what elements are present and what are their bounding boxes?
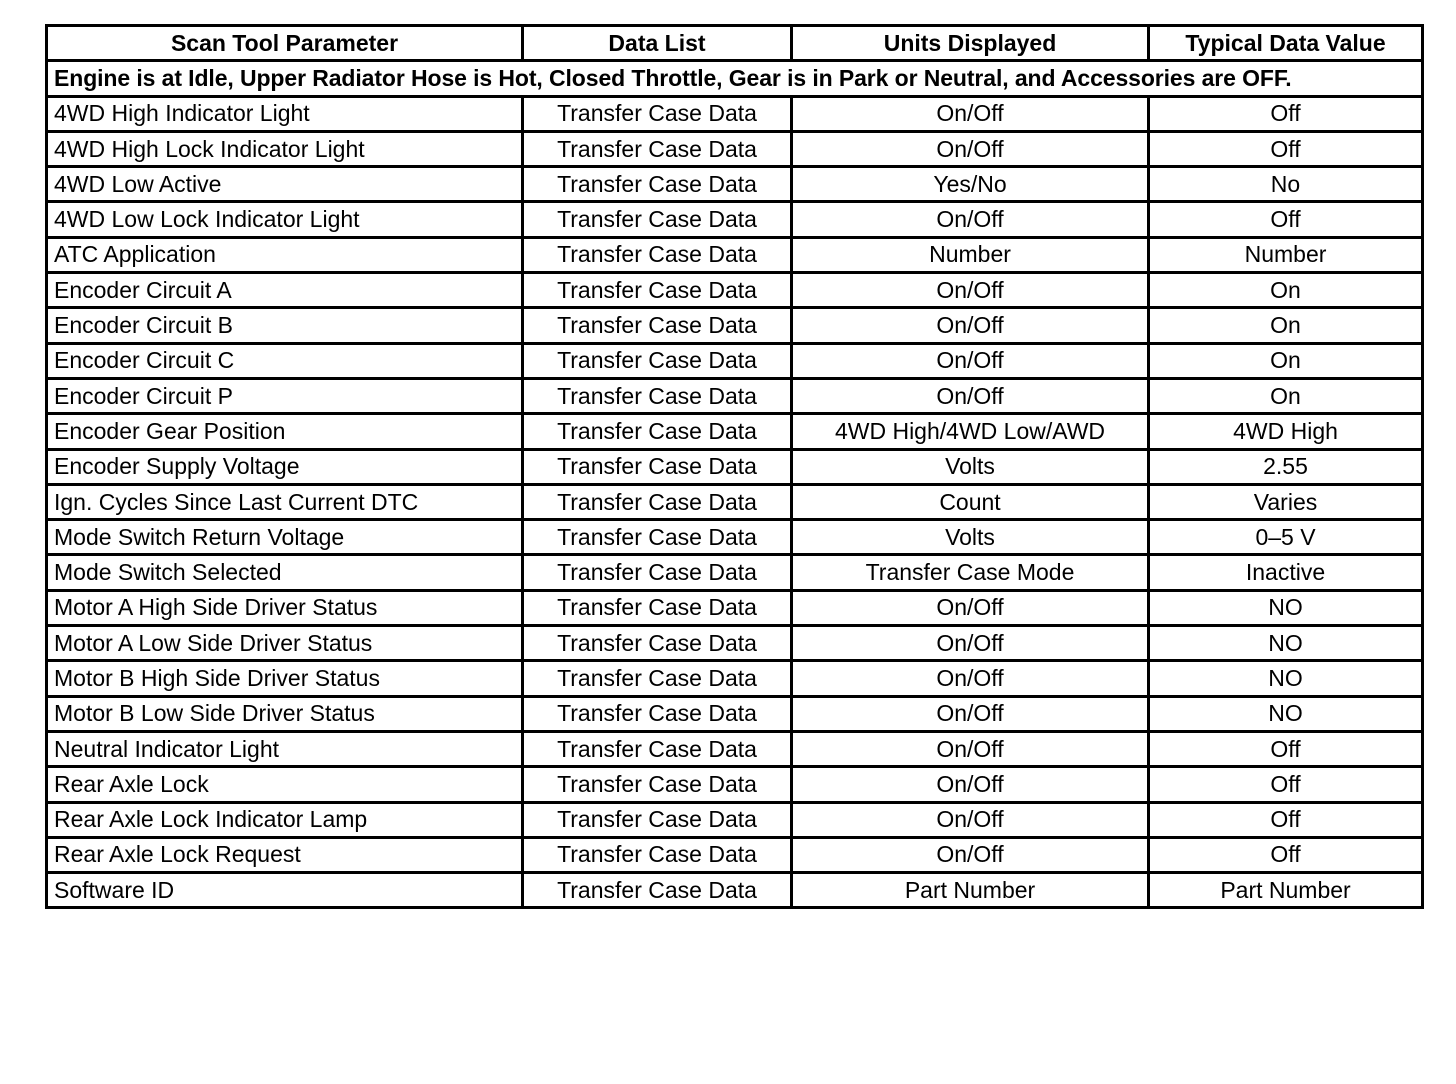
cell-data-list: Transfer Case Data <box>523 343 792 378</box>
cell-typical-value: Varies <box>1149 484 1423 519</box>
cell-data-list: Transfer Case Data <box>523 555 792 590</box>
cell-typical-value: Off <box>1149 202 1423 237</box>
scan-tool-data-table <box>45 24 1424 909</box>
table-row <box>47 414 1423 449</box>
cell-typical-value: 2.55 <box>1149 449 1423 484</box>
cell-units-displayed: On/Off <box>792 590 1149 625</box>
table-row <box>47 308 1423 343</box>
table-body <box>47 61 1423 908</box>
cell-data-list: Transfer Case Data <box>523 273 792 308</box>
cell-parameter: Rear Axle Lock Request <box>47 837 523 872</box>
table-row <box>47 343 1423 378</box>
table-row <box>47 202 1423 237</box>
cell-units-displayed: On/Off <box>792 131 1149 166</box>
cell-data-list: Transfer Case Data <box>523 767 792 802</box>
cell-parameter: 4WD Low Lock Indicator Light <box>47 202 523 237</box>
cell-data-list: Transfer Case Data <box>523 167 792 202</box>
cell-parameter: Encoder Supply Voltage <box>47 449 523 484</box>
cell-units-displayed: 4WD High/4WD Low/AWD <box>792 414 1149 449</box>
cell-units-displayed: Number <box>792 237 1149 272</box>
cell-parameter: ATC Application <box>47 237 523 272</box>
cell-parameter: Motor A High Side Driver Status <box>47 590 523 625</box>
table-row <box>47 237 1423 272</box>
cell-typical-value: Off <box>1149 731 1423 766</box>
cell-typical-value: NO <box>1149 626 1423 661</box>
header-typical-data-value: Typical Data Value <box>1149 26 1423 61</box>
cell-units-displayed: Part Number <box>792 873 1149 908</box>
cell-parameter: Neutral Indicator Light <box>47 731 523 766</box>
condition-row <box>47 61 1423 96</box>
cell-parameter: Rear Axle Lock <box>47 767 523 802</box>
cell-parameter: Mode Switch Selected <box>47 555 523 590</box>
cell-parameter: Encoder Circuit A <box>47 273 523 308</box>
cell-data-list: Transfer Case Data <box>523 96 792 131</box>
cell-units-displayed: On/Off <box>792 202 1149 237</box>
header-data-list: Data List <box>523 26 792 61</box>
cell-typical-value: Off <box>1149 837 1423 872</box>
cell-data-list: Transfer Case Data <box>523 520 792 555</box>
cell-typical-value: Inactive <box>1149 555 1423 590</box>
cell-parameter: Motor B Low Side Driver Status <box>47 696 523 731</box>
table-row <box>47 484 1423 519</box>
cell-typical-value: Off <box>1149 131 1423 166</box>
table-row <box>47 96 1423 131</box>
cell-data-list: Transfer Case Data <box>523 237 792 272</box>
cell-parameter: Encoder Circuit B <box>47 308 523 343</box>
cell-typical-value: Off <box>1149 96 1423 131</box>
cell-units-displayed: On/Off <box>792 696 1149 731</box>
cell-units-displayed: On/Off <box>792 308 1149 343</box>
table-row <box>47 167 1423 202</box>
header-units-displayed: Units Displayed <box>792 26 1149 61</box>
table-row <box>47 661 1423 696</box>
cell-data-list: Transfer Case Data <box>523 378 792 413</box>
table-row <box>47 590 1423 625</box>
cell-parameter: 4WD Low Active <box>47 167 523 202</box>
cell-parameter: Motor A Low Side Driver Status <box>47 626 523 661</box>
cell-typical-value: Part Number <box>1149 873 1423 908</box>
cell-parameter: Encoder Circuit P <box>47 378 523 413</box>
cell-data-list: Transfer Case Data <box>523 202 792 237</box>
cell-data-list: Transfer Case Data <box>523 661 792 696</box>
cell-units-displayed: On/Off <box>792 96 1149 131</box>
cell-typical-value: On <box>1149 308 1423 343</box>
cell-units-displayed: On/Off <box>792 802 1149 837</box>
cell-units-displayed: Count <box>792 484 1149 519</box>
cell-typical-value: On <box>1149 343 1423 378</box>
cell-typical-value: Off <box>1149 802 1423 837</box>
cell-data-list: Transfer Case Data <box>523 696 792 731</box>
table-row <box>47 131 1423 166</box>
cell-units-displayed: Transfer Case Mode <box>792 555 1149 590</box>
cell-typical-value: Off <box>1149 767 1423 802</box>
cell-typical-value: 0–5 V <box>1149 520 1423 555</box>
cell-data-list: Transfer Case Data <box>523 414 792 449</box>
cell-data-list: Transfer Case Data <box>523 484 792 519</box>
cell-parameter: Software ID <box>47 873 523 908</box>
table-row <box>47 626 1423 661</box>
cell-typical-value: NO <box>1149 590 1423 625</box>
cell-data-list: Transfer Case Data <box>523 731 792 766</box>
cell-data-list: Transfer Case Data <box>523 131 792 166</box>
cell-data-list: Transfer Case Data <box>523 449 792 484</box>
cell-data-list: Transfer Case Data <box>523 590 792 625</box>
table-header <box>47 26 1423 61</box>
cell-data-list: Transfer Case Data <box>523 626 792 661</box>
cell-units-displayed: On/Off <box>792 731 1149 766</box>
cell-typical-value: 4WD High <box>1149 414 1423 449</box>
table-row <box>47 802 1423 837</box>
header-row <box>47 26 1423 61</box>
cell-units-displayed: Volts <box>792 449 1149 484</box>
cell-parameter: Ign. Cycles Since Last Current DTC <box>47 484 523 519</box>
cell-parameter: Encoder Circuit C <box>47 343 523 378</box>
cell-units-displayed: Yes/No <box>792 167 1149 202</box>
table-row <box>47 696 1423 731</box>
cell-units-displayed: On/Off <box>792 661 1149 696</box>
table-row <box>47 767 1423 802</box>
cell-units-displayed: On/Off <box>792 837 1149 872</box>
cell-typical-value: NO <box>1149 661 1423 696</box>
cell-parameter: 4WD High Lock Indicator Light <box>47 131 523 166</box>
table-row <box>47 378 1423 413</box>
cell-parameter: Encoder Gear Position <box>47 414 523 449</box>
table-row <box>47 873 1423 908</box>
cell-units-displayed: On/Off <box>792 767 1149 802</box>
table-row <box>47 449 1423 484</box>
table-row <box>47 520 1423 555</box>
cell-typical-value: No <box>1149 167 1423 202</box>
cell-typical-value: Number <box>1149 237 1423 272</box>
cell-units-displayed: On/Off <box>792 626 1149 661</box>
table-row <box>47 273 1423 308</box>
cell-data-list: Transfer Case Data <box>523 873 792 908</box>
operating-condition-note: Engine is at Idle, Upper Radiator Hose is Hot, Closed Throttle, Gear is in Park or Neutral, and Accessories are OFF. <box>47 61 1423 96</box>
cell-units-displayed: Volts <box>792 520 1149 555</box>
cell-parameter: 4WD High Indicator Light <box>47 96 523 131</box>
cell-units-displayed: On/Off <box>792 378 1149 413</box>
table-row <box>47 837 1423 872</box>
cell-data-list: Transfer Case Data <box>523 837 792 872</box>
cell-units-displayed: On/Off <box>792 273 1149 308</box>
table-row <box>47 731 1423 766</box>
cell-data-list: Transfer Case Data <box>523 802 792 837</box>
cell-units-displayed: On/Off <box>792 343 1149 378</box>
table-row <box>47 555 1423 590</box>
cell-typical-value: On <box>1149 378 1423 413</box>
header-scan-tool-parameter: Scan Tool Parameter <box>47 26 523 61</box>
cell-parameter: Rear Axle Lock Indicator Lamp <box>47 802 523 837</box>
cell-typical-value: NO <box>1149 696 1423 731</box>
cell-parameter: Mode Switch Return Voltage <box>47 520 523 555</box>
cell-parameter: Motor B High Side Driver Status <box>47 661 523 696</box>
cell-typical-value: On <box>1149 273 1423 308</box>
cell-data-list: Transfer Case Data <box>523 308 792 343</box>
